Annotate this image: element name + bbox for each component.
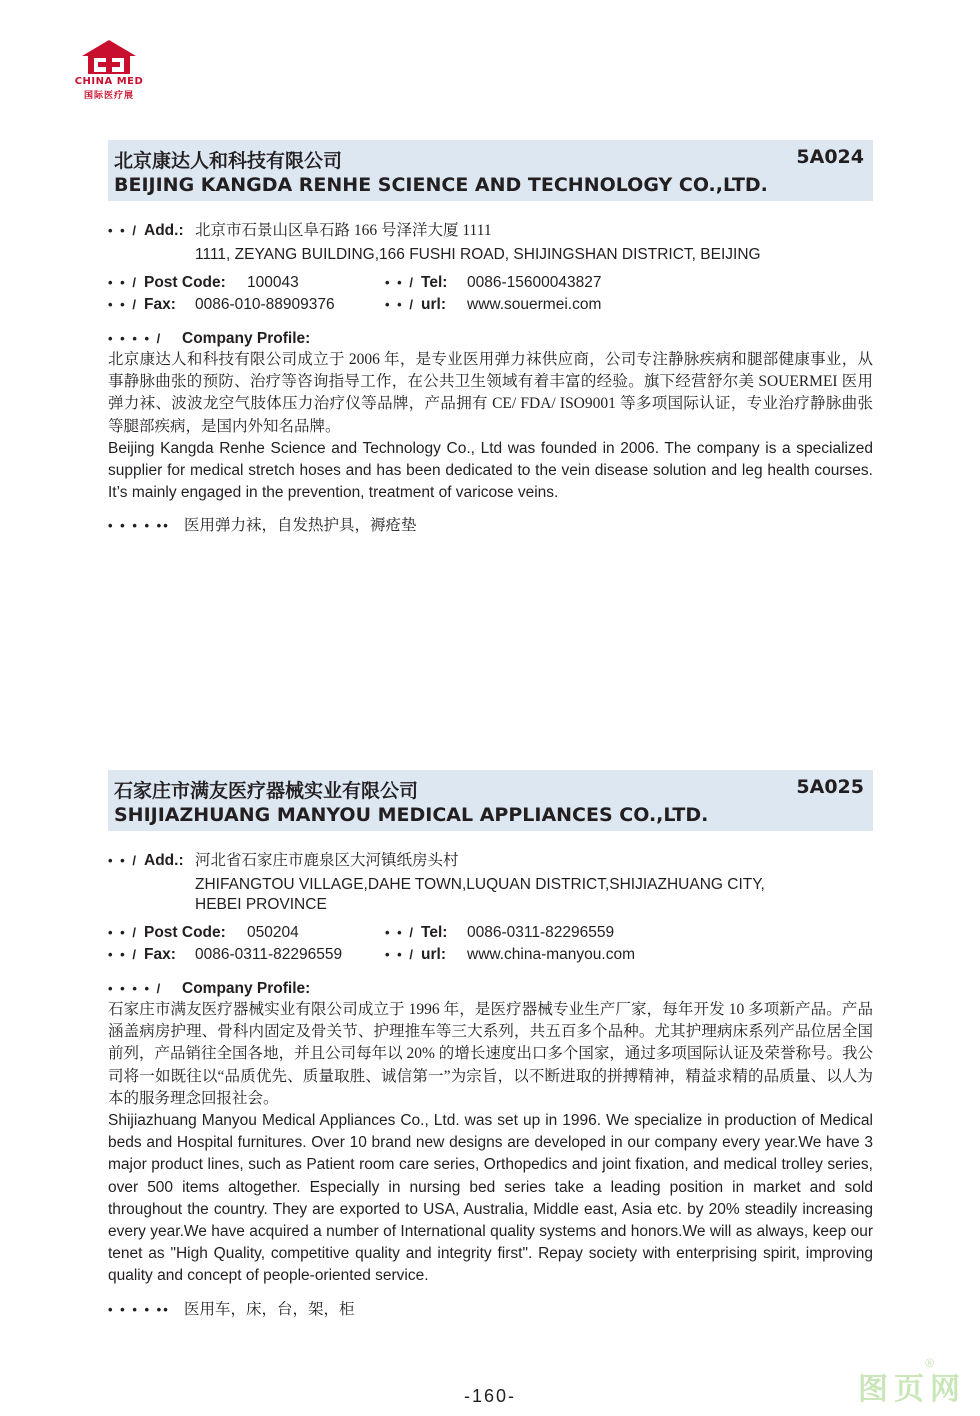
company-name-en: SHIJIAZHUANG MANYOU MEDICAL APPLIANCES CO.,LTD.: [114, 804, 709, 826]
exhibitor-entry: [108, 770, 873, 1320]
address-cn: 北京市石景山区阜石路 166 号泽洋大厦 1111: [195, 222, 492, 239]
postcode-label: Post Code:: [144, 274, 226, 291]
bullet-icon: • • /: [108, 275, 138, 290]
exhibitor-entry: [108, 140, 873, 536]
bullet-icon: • • /: [108, 297, 138, 312]
address-row: [108, 851, 873, 871]
address-label: Add.:: [144, 852, 184, 869]
entry-header: [108, 770, 873, 831]
address-en-row: [108, 875, 873, 895]
url-link[interactable]: www.china-manyou.com: [467, 946, 635, 963]
booth-number: 5A024: [796, 146, 864, 168]
bullet-icon: • • /: [108, 853, 138, 868]
bullet-icon: • • /: [385, 925, 415, 940]
tel-value: 0086-15600043827: [467, 274, 602, 291]
logo-text-cn: 国际医疗展: [83, 91, 134, 101]
profile-label: Company Profile:: [182, 980, 311, 997]
bullet-icon: • • /: [385, 947, 415, 962]
address-en: HEBEI PROVINCE: [195, 896, 327, 913]
page-number: -160-: [463, 1386, 517, 1406]
products-value: 医用弹力袜，自发热护具，褥疮垫: [184, 517, 417, 535]
bullet-icon: • • • • /: [108, 981, 163, 996]
company-name-en: BEIJING KANGDA RENHE SCIENCE AND TECHNOLOGY CO.,LTD.: [114, 174, 768, 196]
url-link[interactable]: www.souermei.com: [467, 296, 602, 313]
watermark-registered-mark: ®: [925, 1356, 934, 1370]
watermark: 图页网: [858, 1372, 966, 1407]
profile-label-row: [108, 329, 873, 349]
company-name-cn: 石家庄市满友医疗器械实业有限公司: [114, 780, 419, 802]
house-cross-icon: [70, 38, 148, 78]
postcode-tel-row: [108, 923, 873, 943]
postcode-value: 050204: [247, 924, 299, 941]
logo-text-en: CHINA MED: [74, 76, 144, 87]
fax-label: Fax:: [144, 296, 176, 313]
products-row: [108, 516, 873, 536]
fax-value: 0086-010-88909376: [195, 296, 335, 313]
address-en: 1111, ZEYANG BUILDING,166 FUSHI ROAD, SHIJINGSHAN DISTRICT, BEIJING: [195, 246, 761, 263]
fax-label: Fax:: [144, 946, 176, 963]
products-row: [108, 1300, 873, 1320]
url-label: url:: [421, 946, 446, 963]
profile-en: Shijiazhuang Manyou Medical Appliances Co., Ltd. was set up in 1996. We specialize in production of Medical beds and Hospital furnitures. Over 10 brand new designs are developed in our company every year.We have 3 major product lines, such as Patient room care series, Orthopedics and joint fixation, and medical trolley series, over 500 items altogether. Especially in nursing bed series take a leading position in market and sold throughout the country. They are exported to USA, Australia, Middle east, Asia etc. by 20% steadily increasing every year.We have acquired a number of International quality systems and honors.We will as always, keep our tenet as "High Quality, competitive quality and integrity first". Repay society with enterprising spirit, improving quality and concept of people-oriented service.: [108, 1112, 873, 1285]
url-label: url:: [421, 296, 446, 313]
tel-value: 0086-0311-82296559: [467, 924, 615, 941]
china-med-logo: [70, 38, 148, 100]
bullet-icon: • • /: [108, 925, 138, 940]
profile-label: Company Profile:: [182, 330, 311, 347]
tel-label: Tel:: [421, 924, 448, 941]
bullet-icon: • • /: [108, 223, 138, 238]
company-name-cn: 北京康达人和科技有限公司: [114, 150, 343, 172]
address-cn: 河北省石家庄市鹿泉区大河镇纸房头村: [195, 852, 459, 869]
bullet-icon: • • • • ••: [108, 1301, 170, 1317]
profile-label-row: [108, 979, 873, 999]
fax-url-row: [108, 945, 873, 965]
address-row: [108, 221, 873, 241]
tel-label: Tel:: [421, 274, 448, 291]
postcode-value: 100043: [247, 274, 299, 291]
bullet-icon: • • /: [385, 297, 415, 312]
profile-cn: 石家庄市满友医疗器械实业有限公司成立于 1996 年，是医疗器械专业生产厂家，每年开发 10 多项新产品。产品涵盖病房护理、骨科内固定及骨关节、护理推车等三大系列，共五百多个品种。尤其护理病床系列产品位居全国前列，产品销往全国各地，并且公司每年以 20% 的增长速度出口多个国家，通过多项国际认证及荣誉称号。我公司将一如既往以“品质优先、质量取胜、诚信第一”为宗旨，以不断进取的拼搏精神，精益求精的品质量、以人为本的服务理念回报社会。: [108, 1001, 873, 1107]
address-en: ZHIFANGTOU VILLAGE,DAHE TOWN,LUQUAN DISTRICT,SHIJIAZHUANG CITY,: [195, 876, 765, 893]
address-label: Add.:: [144, 222, 184, 239]
bullet-icon: • • /: [108, 947, 138, 962]
fax-url-row: [108, 295, 873, 315]
bullet-icon: • • • • /: [108, 331, 163, 346]
postcode-label: Post Code:: [144, 924, 226, 941]
profile-cn: 北京康达人和科技有限公司成立于 2006 年，是专业医用弹力袜供应商，公司专注静脉疾病和腿部健康事业，从事静脉曲张的预防、治疗等咨询指导工作，在公共卫生领域有着丰富的经验。旗下经营舒尔美 SOUERMEI 医用弹力袜、波波龙空气肢体压力治疗仪等品牌，产品拥有 CE/ FDA/ ISO9001 等多项国际认证，专业治疗静脉曲张等腿部疾病，是国内外知名品牌。: [108, 351, 873, 435]
postcode-tel-row: [108, 273, 873, 293]
bullet-icon: • • • • ••: [108, 518, 170, 534]
address-en-row: [108, 895, 873, 915]
address-en-row: [108, 245, 873, 265]
profile-en: Beijing Kangda Renhe Science and Technology Co., Ltd was founded in 2006. The company is a specialized supplier for medical stretch hoses and has been dedicated to the vein disease solution and leg health courses. It’s mainly engaged in the prevention, treatment of varicose veins.: [108, 439, 873, 502]
entry-header: [108, 140, 873, 201]
bullet-icon: • • /: [385, 275, 415, 290]
fax-value: 0086-0311-82296559: [195, 946, 343, 963]
products-value: 医用车，床，台，架，柜: [184, 1300, 355, 1318]
booth-number: 5A025: [796, 776, 864, 798]
